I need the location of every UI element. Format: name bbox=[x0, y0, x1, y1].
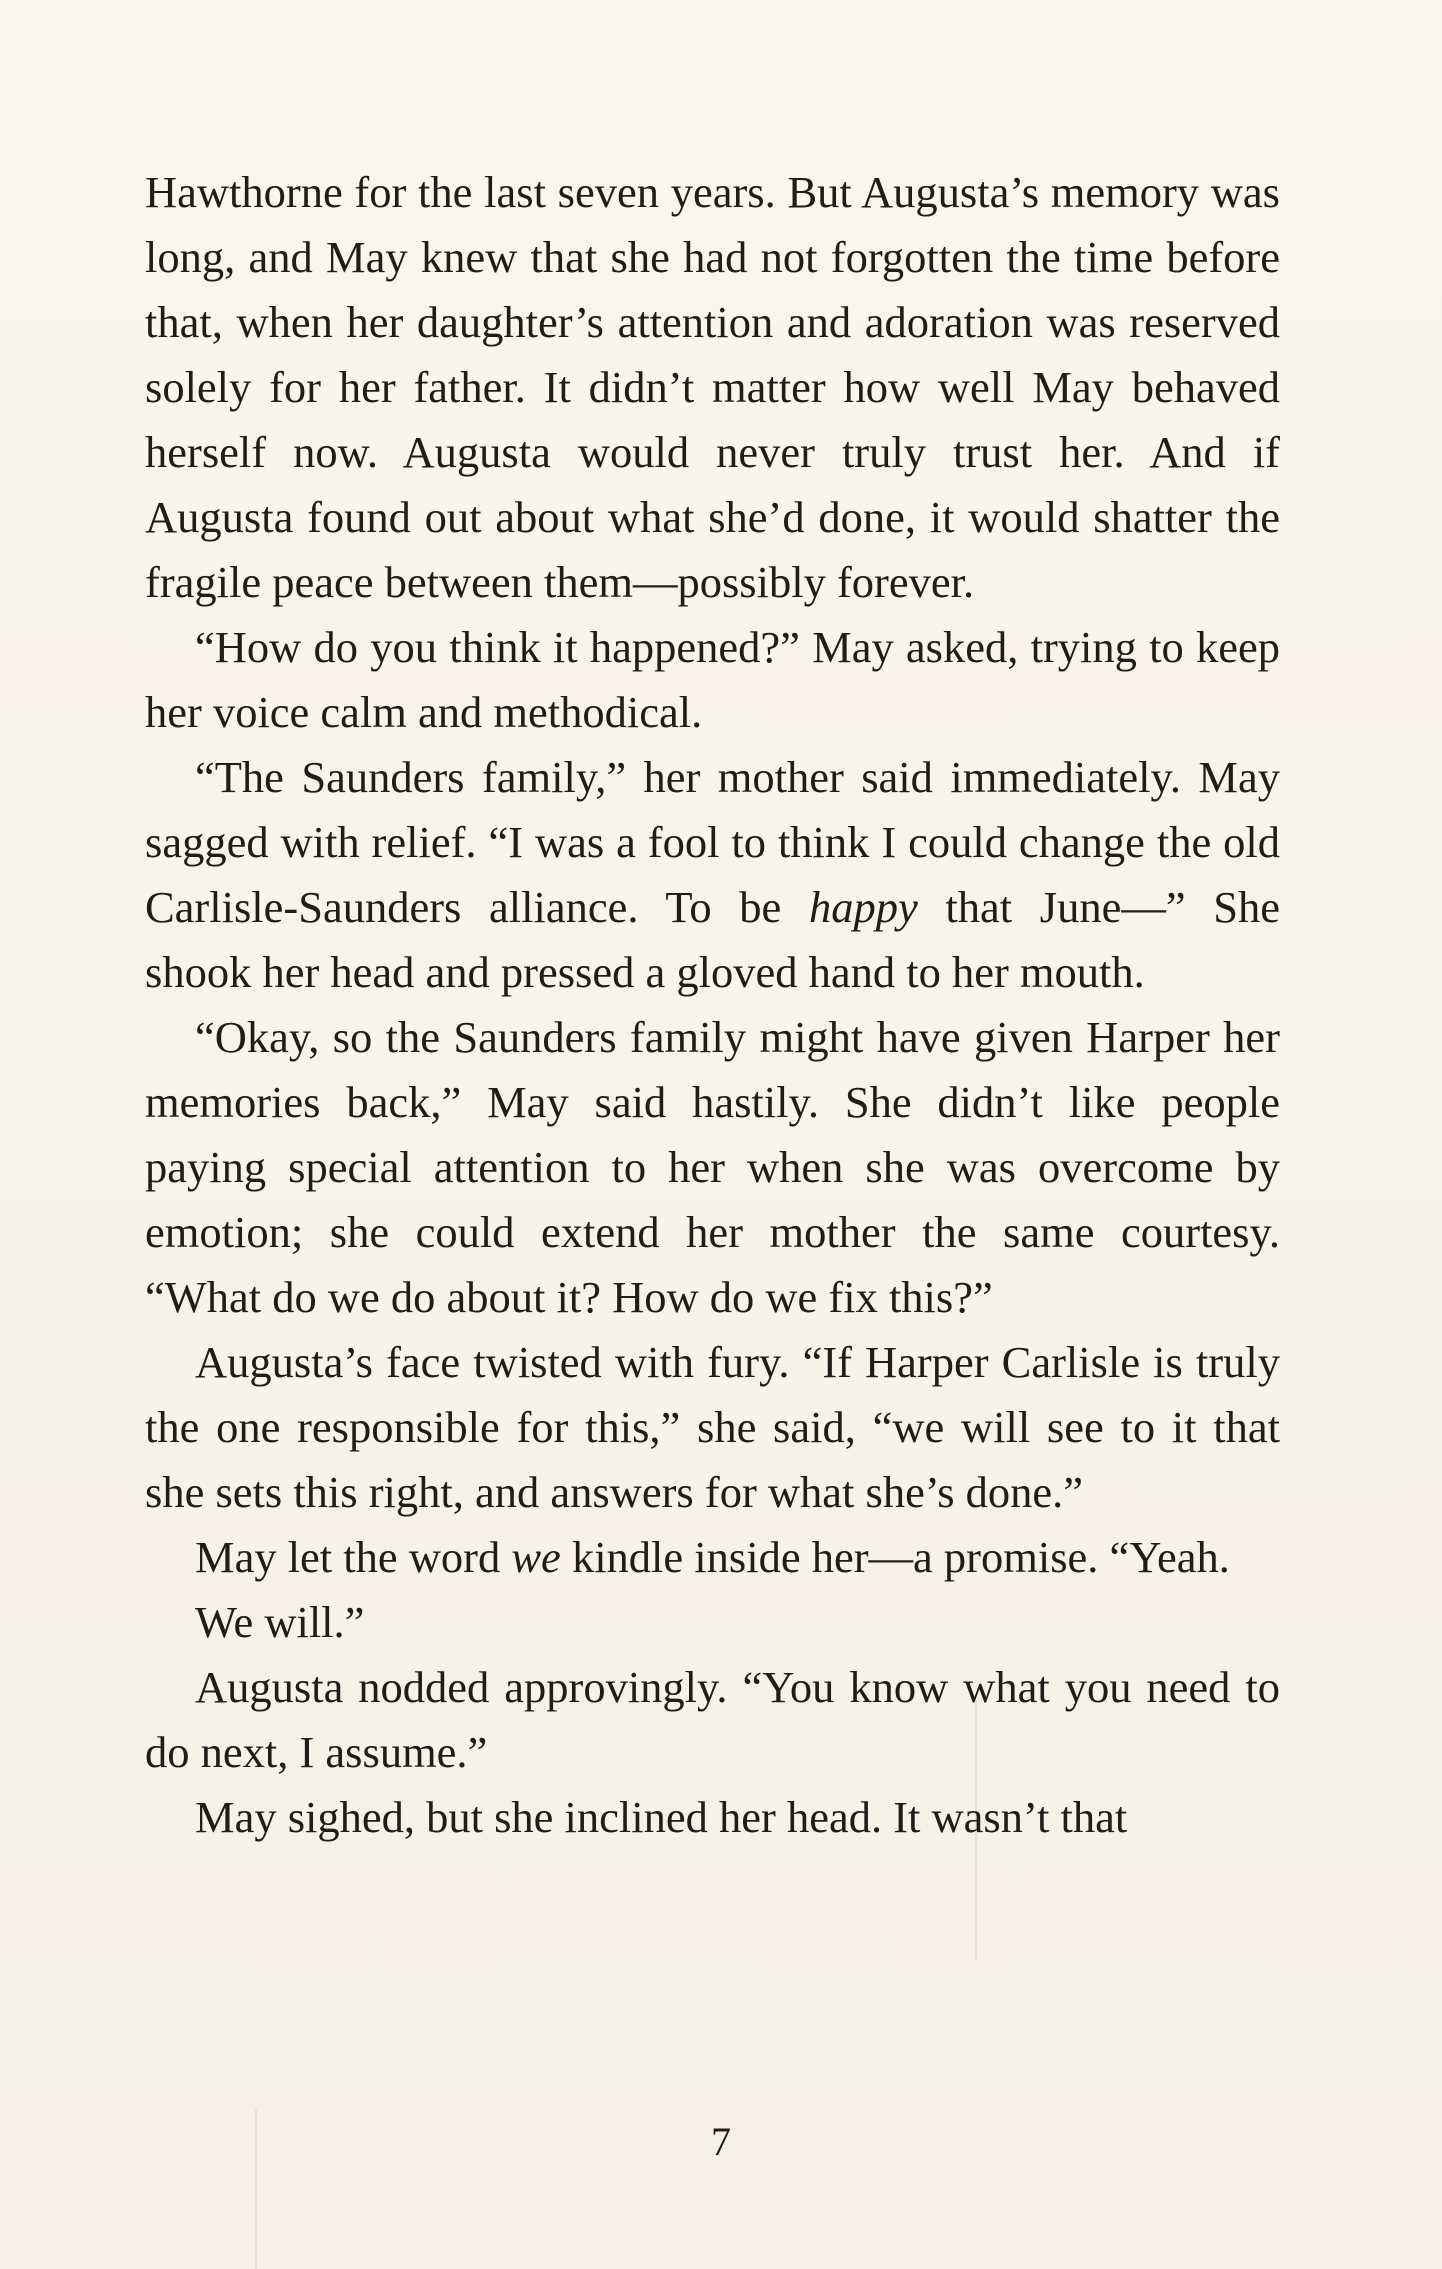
text-run: “How do you think it happened?” May asked, trying to keep her voice calm and methodical. bbox=[145, 622, 1280, 737]
paragraph bbox=[145, 1590, 1280, 1655]
paragraph bbox=[145, 1785, 1280, 1850]
text-run: Augusta nodded approvingly. “You know what you need to do next, I assume.” bbox=[145, 1662, 1280, 1777]
text-run: that June—” She shook her head and pressed a gloved hand to her mouth. bbox=[145, 882, 1280, 997]
body-text bbox=[145, 160, 1280, 1850]
italic-text: we bbox=[511, 1532, 561, 1582]
paragraph bbox=[145, 615, 1280, 745]
paragraph bbox=[145, 1005, 1280, 1330]
paragraph bbox=[145, 160, 1280, 615]
italic-text: happy bbox=[808, 882, 918, 932]
paragraph bbox=[145, 1525, 1280, 1590]
text-run: May let the word bbox=[195, 1532, 512, 1582]
text-run: May sighed, but she inclined her head. It wasn’t that bbox=[195, 1792, 1128, 1842]
text-run: We will.” bbox=[195, 1597, 365, 1647]
paragraph bbox=[145, 1655, 1280, 1785]
text-run: Hawthorne for the last seven years. But Augusta’s memory was long, and May knew that she had not forgotten the time before that, when her daughter’s attention and adoration was reserved solely for her father. It didn’t matter how well May behaved herself now. Augusta would never truly trust her. And if Augusta found out about what she’d done, it would shatter the fragile peace between them—possibly forever. bbox=[145, 167, 1280, 607]
text-run: “The Saunders family,” her mother said immediately. May sagged with relief. “I was a fool to think I could change the old Carlisle-Saunders alliance. To be bbox=[145, 752, 1280, 932]
paragraph bbox=[145, 745, 1280, 1005]
text-run: Augusta’s face twisted with fury. “If Harper Carlisle is truly the one responsible for this,” she said, “we will see to it that she sets this right, and answers for what she’s done.” bbox=[145, 1337, 1280, 1517]
text-run: kindle inside her—a promise. “Yeah. bbox=[560, 1532, 1230, 1582]
paragraph bbox=[145, 1330, 1280, 1525]
text-run: “Okay, so the Saunders family might have given Harper her memories back,” May said hastily. She didn’t like people paying special attention to her when she was overcome by emotion; she could extend her mother the same courtesy. “What do we do about it? How do we fix this?” bbox=[145, 1012, 1280, 1322]
page-number: 7 bbox=[711, 2119, 731, 2164]
